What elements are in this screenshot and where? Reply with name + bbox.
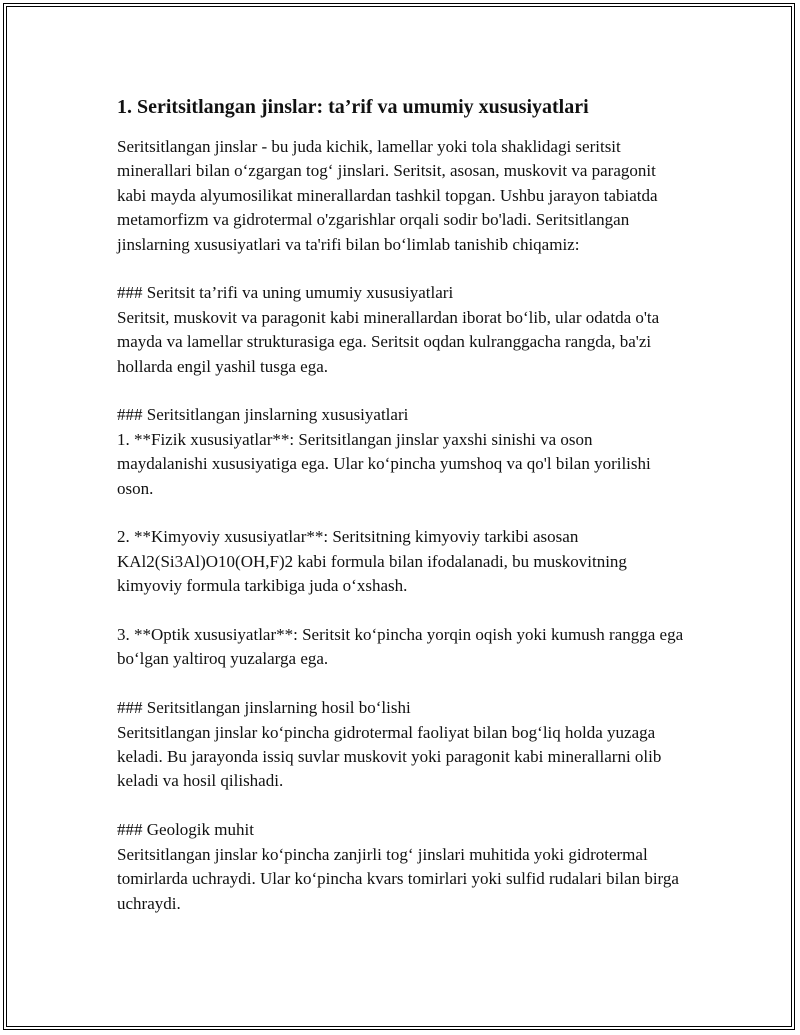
section-text-geologic-setting: Seritsitlangan jinslar ko‘pincha zanjirli tog‘ jinslari muhitida yoki gidrotermal tomirlarda uchraydi. Ular ko‘pincha kvars tomirlari yoki sulfid rudalari bilan birga uchraydi. [117,844,679,913]
paragraph-spacer [117,257,687,281]
paragraph-spacer [117,379,687,403]
intro-paragraph: Seritsitlangan jinslar - bu juda kichik, lamellar yoki tola shaklidagi seritsit minerallari bilan o‘zgargan tog‘ jinslari. Seritsit, asosan, muskovit va paragonit kabi mayda alyumosilikat minerallardan tashkil topgan. Ushbu jarayon tabiatda metamorfizm va gidrotermal o'zgarishlar orqali sodir bo'ladi. Seritsitlangan jinslarning xususiyatlari va ta'rifi bilan bo‘limlab tanishib chiqamiz: [117,137,658,254]
document-body [117,94,687,916]
list-item-chemical-properties: 2. **Kimyoviy xususiyatlar**: Seritsitning kimyoviy tarkibi asosan KAl2(Si3Al)O10(OH,F)2 kabi formula bilan ifodalanadi, bu muskovitning kimyoviy formula tarkibiga juda o‘xshash. [117,527,627,596]
section-heading-properties: ### Seritsitlangan jinslarning xususiyatlari [117,405,409,425]
section-text-formation: Seritsitlangan jinslar ko‘pincha gidrotermal faoliyat bilan bog‘liq holda yuzaga keladi. Bu jarayonda issiq suvlar muskovit yoki paragonit kabi minerallarni olib keladi va hosil qilishadi. [117,722,662,791]
paragraph-spacer [117,599,687,623]
paragraph-spacer [117,794,687,818]
paragraph-spacer [117,501,687,525]
section-text-seritsit-definition: Seritsit, muskovit va paragonit kabi minerallardan iborat bo‘lib, ular odatda o'ta mayda va lamellar strukturasiga ega. Seritsit oqdan kulranggacha rangda, ba'zi hollarda engil yashil tusga ega. [117,307,660,376]
document-title: 1. Seritsitlangan jinslar: ta’rif va umumiy xususiyatlari [117,96,589,118]
section-heading-formation: ### Seritsitlangan jinslarning hosil bo‘lishi [117,698,411,718]
section-heading-geologic-setting: ### Geologik muhit [117,820,254,840]
list-item-physical-properties: 1. **Fizik xususiyatlar**: Seritsitlangan jinslar yaxshi sinishi va oson maydalanishi xususiyatiga ega. Ular ko‘pincha yumshoq va qo'l bilan yorilishi oson. [117,429,651,498]
list-item-optical-properties: 3. **Optik xususiyatlar**: Seritsit ko‘pincha yorqin oqish yoki kumush rangga ega bo‘lgan yaltiroq yuzalarga ega. [117,625,684,669]
section-heading-seritsit-definition: ### Seritsit ta’rifi va uning umumiy xususiyatlari [117,283,454,303]
paragraph-spacer [117,672,687,696]
